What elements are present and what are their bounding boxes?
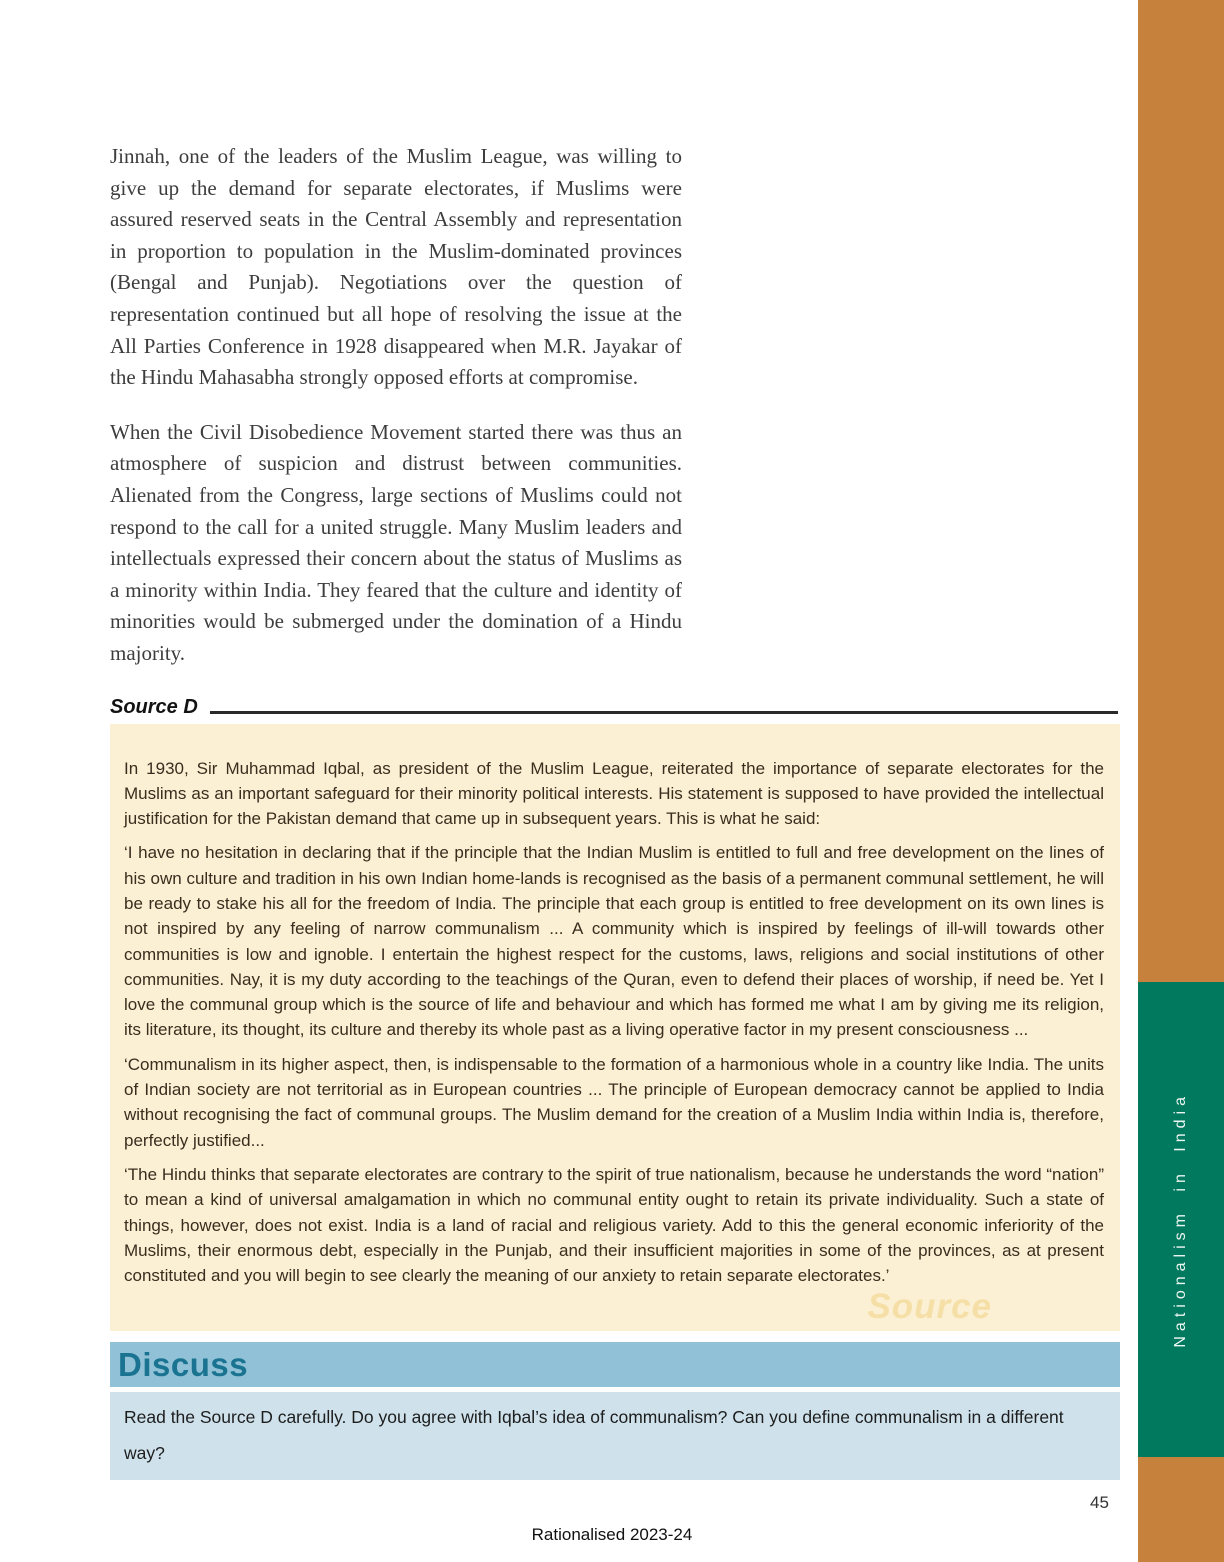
right-sidebar xyxy=(1138,0,1224,1562)
page-number: 45 xyxy=(1090,1493,1109,1512)
body-paragraph-civil-disobedience: When the Civil Disobedience Movement started there was thus an atmosphere of suspicion and distrust between communities. Alienated from the Congress, large sections of Muslims could not respond to the call for a united struggle. Many Muslim leaders and intellectuals expressed their concern about the status of Muslims as a minority within India. They feared that the culture and identity of minorities would be submerged under the domination of a Hindu majority. xyxy=(110,419,682,665)
discuss-banner xyxy=(110,1342,1120,1387)
source-d-label: Source D xyxy=(110,695,198,718)
discuss-question-text: Read the Source D carefully. Do you agree with Iqbal’s idea of communalism? Can you define communalism in a different way? xyxy=(124,1406,1064,1463)
discuss-title: Discuss xyxy=(118,1345,249,1383)
sidebar-orange-strip-bottom xyxy=(1138,1457,1224,1562)
source-paragraph-quote-1: ‘I have no hesitation in declaring that if the principle that the Indian Muslim is entitled to full and free development on the lines of his own culture and tradition in his own Indian home-lands is recognised as the basis of a permanent communal settlement, he will be ready to stake his all for the freedom of India. The principle that each group is entitled to free development on its own lines is not inspired by any feeling of narrow communalism ... A community which is inspired by feelings of ill-will towards other communities is low and ignoble. I entertain the highest respect for the customs, laws, religions and social institutions of other communities. Nay, it is my duty according to the teachings of the Quran, even to defend their places of worship, if need be. Yet I love the communal group which is the source of life and behaviour and which has formed me what I am by giving me its religion, its literature, its thought, its culture and thereby its whole past as a living operative factor in my present consciousness ... xyxy=(124,843,1104,1040)
source-d-box xyxy=(110,724,1120,1331)
source-d-heading xyxy=(110,693,1120,717)
source-paragraph-intro: In 1930, Sir Muhammad Iqbal, as president of the Muslim League, reiterated the importance of separate electorates for the Muslims as an important safeguard for their minority political interests. His statement is supposed to have provided the intellectual justification for the Pakistan demand that came up in subsequent years. This is what he said: xyxy=(124,758,1104,829)
sidebar-orange-strip-top xyxy=(1138,0,1224,982)
main-content-column xyxy=(110,0,1120,1480)
body-text-column xyxy=(110,0,682,670)
source-paragraph-quote-2: ‘Communalism in its higher aspect, then, is indispensable to the formation of a harmonious whole in a country like India. The units of Indian society are not territorial as in European countries ... The principle of European democracy cannot be applied to India without recognising the fact of communal groups. The Muslim demand for the creation of a Muslim India within India is, therefore, perfectly justified... xyxy=(124,1054,1104,1150)
footer-note: Rationalised 2023-24 xyxy=(531,1525,693,1544)
source-watermark: Source xyxy=(867,1286,992,1326)
source-d-rule xyxy=(210,711,1118,714)
sidebar-green-strip xyxy=(1138,982,1224,1457)
chapter-vertical-label: Nationalism in India xyxy=(1172,1091,1189,1348)
discuss-question-box xyxy=(110,1392,1120,1480)
source-paragraph-quote-3: ‘The Hindu thinks that separate electorates are contrary to the spirit of true nationalism, because he understands the word “nation” to mean a kind of universal amalgamation in which no communal entity ought to retain its private individuality. Such a state of things, however, does not exist. India is a land of racial and religious variety. Add to this the general economic inferiority of the Muslims, their enormous debt, especially in the Punjab, and their insufficient majorities in some of the provinces, as at present constituted and you will begin to see clearly the meaning of our anxiety to retain separate electorates.’ xyxy=(124,1164,1104,1286)
body-paragraph-jinnah: Jinnah, one of the leaders of the Muslim League, was willing to give up the demand for separate electorates, if Muslims were assured reserved seats in the Central Assembly and representation in proportion to population in the Muslim-dominated provinces (Bengal and Punjab). Negotiations over the question of representation continued but all hope of resolving the issue at the All Parties Conference in 1928 disappeared when M.R. Jayakar of the Hindu Mahasabha strongly opposed efforts at compromise. xyxy=(110,144,682,390)
